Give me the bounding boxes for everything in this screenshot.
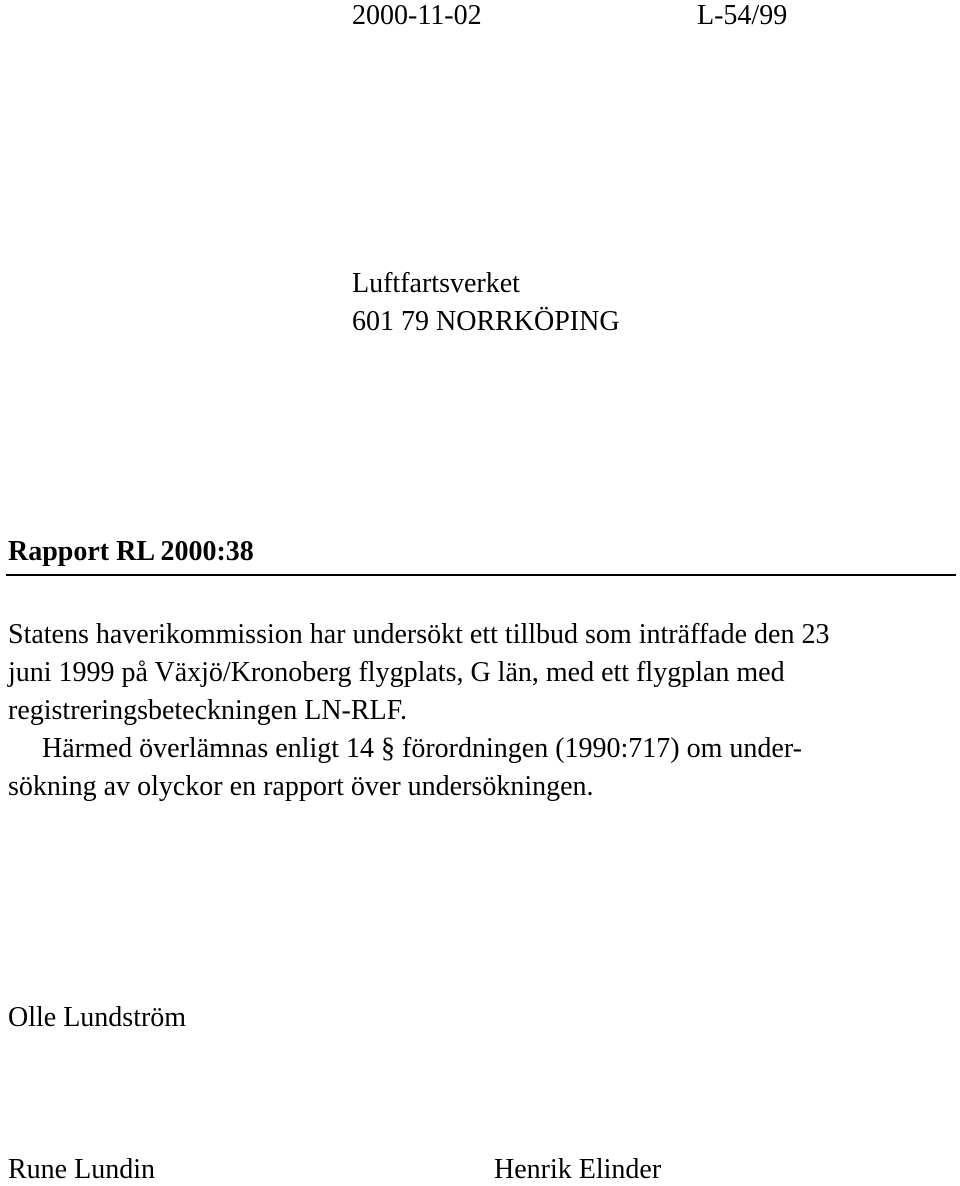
report-body: [8, 616, 958, 806]
recipient-postal-address: 601 79 NORRKÖPING: [352, 306, 620, 337]
document-date: 2000-11-02: [352, 0, 482, 31]
recipient-name: Luftfartsverket: [352, 268, 520, 299]
body-line: Härmed överlämnas enligt 14 § förordningen (1990:717) om under-: [42, 733, 802, 764]
reference-number: L-54/99: [697, 0, 788, 31]
body-line: juni 1999 på Växjö/Kronoberg flygplats, G län, med ett flygplan med: [8, 657, 785, 688]
signatory-name: Rune Lundin: [8, 1154, 155, 1185]
title-divider: [6, 574, 956, 576]
report-title: Rapport RL 2000:38: [8, 536, 254, 567]
body-line: Statens haverikommission har undersökt ett tillbud som inträffade den 23: [8, 619, 830, 650]
body-line: registreringsbeteckningen LN-RLF.: [8, 695, 407, 726]
signatory-name: Henrik Elinder: [494, 1154, 662, 1185]
signatory-name: Olle Lundström: [8, 1002, 187, 1033]
body-line: sökning av olyckor en rapport över undersökningen.: [8, 771, 594, 802]
